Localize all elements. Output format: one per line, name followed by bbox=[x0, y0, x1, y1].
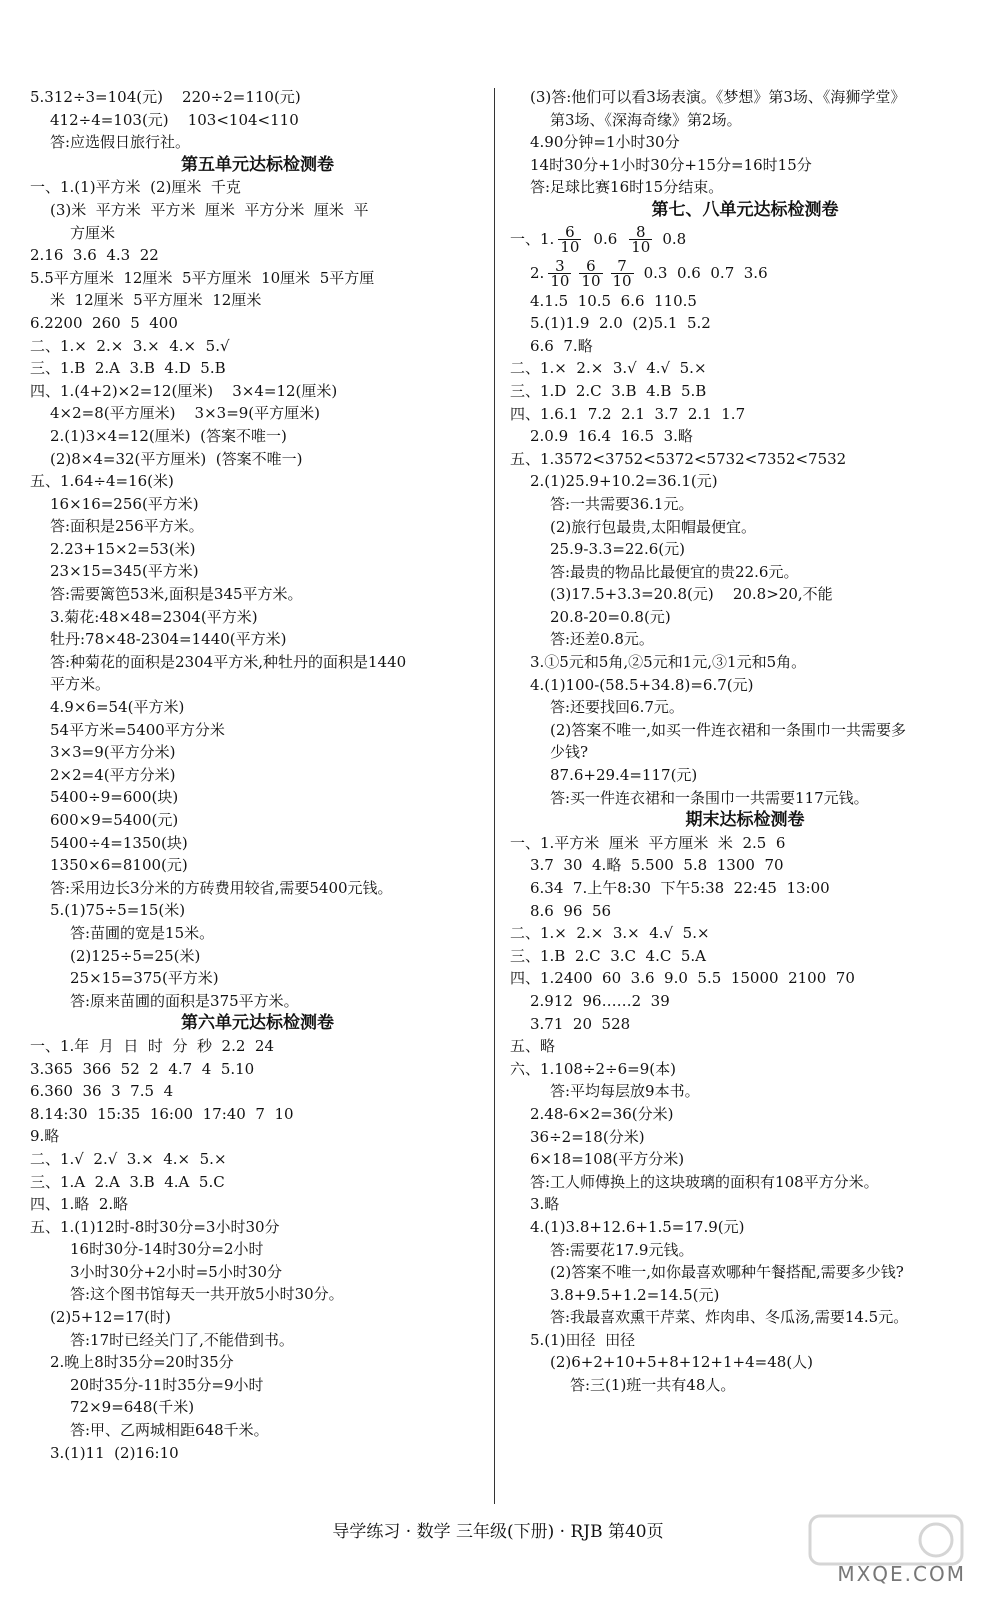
answer-line: 3.略 bbox=[530, 1195, 560, 1214]
answer-line: 二、1.× 2.× 3.√ 4.√ 5.× bbox=[510, 359, 707, 378]
fraction bbox=[579, 257, 602, 291]
fraction-denominator: 10 bbox=[550, 272, 570, 291]
answer-line: 6×18=108(平方分米) bbox=[530, 1150, 685, 1169]
answer-line: 25.9-3.3=22.6(元) bbox=[550, 540, 685, 559]
answer-line-fractions bbox=[510, 256, 980, 290]
answer-line: 四、1.略 2.略 bbox=[30, 1195, 129, 1214]
fraction-denominator: 10 bbox=[612, 272, 632, 291]
answer-line: 6.2200 260 5 400 bbox=[30, 313, 178, 332]
answer-line: 答:三(1)班一共有48人。 bbox=[570, 1376, 736, 1395]
answer-line: 二、1.√ 2.√ 3.× 4.× 5.× bbox=[30, 1149, 227, 1168]
answer-line: (2)答案不唯一,如你最喜欢哪种午餐搭配,需要多少钱? bbox=[550, 1263, 904, 1282]
answer-line: 4×2=8(平方厘米) 3×3=9(平方厘米) bbox=[50, 404, 321, 423]
answer-line: 600×9=5400(元) bbox=[50, 811, 179, 829]
answer-line: 6.6 7.略 bbox=[530, 336, 593, 355]
answer-line: 412÷4=103(元) 103<104<110 bbox=[50, 110, 299, 129]
answer-line: 三、1.A 2.A 3.B 4.A 5.C bbox=[30, 1172, 225, 1191]
answer-line: 2×2=4(平方分米) bbox=[50, 765, 176, 784]
answer-line: 少钱? bbox=[550, 743, 589, 762]
answer-line: 四、1.(4+2)×2=12(厘米) 3×4=12(厘米) bbox=[30, 381, 338, 400]
answer-line: 答:苗圃的宽是15米。 bbox=[70, 923, 215, 942]
answer-line: 平方米。 bbox=[50, 675, 111, 694]
answer-line: 四、1.2400 60 3.6 9.0 5.5 15000 2100 70 bbox=[510, 969, 855, 988]
answer-line: 5.312÷3=104(元) 220÷2=110(元) bbox=[30, 88, 301, 106]
answer-line: 米 12厘米 5平方厘米 12厘米 bbox=[50, 291, 262, 310]
answer-line: 二、1.× 2.× 3.× 4.× 5.√ bbox=[30, 336, 230, 355]
answer-value: 0.6 bbox=[593, 229, 618, 248]
answer-line: 3.(1)11 (2)16:10 bbox=[50, 1443, 179, 1462]
column-divider bbox=[494, 88, 495, 1504]
answer-line: 四、1.6.1 7.2 2.1 3.7 2.1 1.7 bbox=[510, 404, 746, 423]
fraction bbox=[629, 223, 652, 257]
fraction-denominator: 10 bbox=[631, 238, 651, 257]
answer-line: 20.8-20=0.8(元) bbox=[550, 607, 671, 626]
answer-line: 4.9×6=54(平方米) bbox=[50, 698, 185, 717]
fraction-numerator: 8 bbox=[629, 225, 652, 240]
answer-line: 答:种菊花的面积是2304平方米,种牡丹的面积是1440 bbox=[50, 652, 407, 671]
answer-line: 4.1.5 10.5 6.6 110.5 bbox=[530, 291, 697, 310]
answer-line: 一、1.(1)平方米 (2)厘米 千克 bbox=[30, 178, 241, 197]
answer-line: 16×16=256(平方米) bbox=[50, 494, 199, 513]
answer-line: 2.16 3.6 4.3 22 bbox=[30, 246, 159, 265]
answer-line: 六、1.108÷2÷6=9(本) bbox=[510, 1059, 676, 1078]
answer-line: 5.(1)1.9 2.0 (2)5.1 5.2 bbox=[530, 314, 711, 333]
answer-line: 五、1.(1)12时-8时30分=3小时30分 bbox=[30, 1217, 280, 1236]
item-number: 2. bbox=[530, 263, 545, 282]
answer-line: 牡丹:78×48-2304=1440(平方米) bbox=[50, 630, 287, 649]
answer-line: 三、1.D 2.C 3.B 4.B 5.B bbox=[510, 381, 707, 400]
answer-line: (2)125÷5=25(米) bbox=[70, 946, 201, 965]
answer-line: 一、1.年 月 日 时 分 秒 2.2 24 bbox=[30, 1036, 275, 1055]
answer-line: 答:我最喜欢熏干芹菜、炸肉串、冬瓜汤,需要14.5元。 bbox=[550, 1308, 909, 1327]
answer-line: 答:需要花17.9元钱。 bbox=[550, 1240, 694, 1259]
answer-line: 3.8+9.5+1.2=14.5(元) bbox=[550, 1285, 720, 1304]
answer-line: 方厘米 bbox=[70, 223, 116, 242]
answer-line: 答:一共需要36.1元。 bbox=[550, 494, 694, 513]
answer-line: 87.6+29.4=117(元) bbox=[550, 766, 698, 785]
answer-line: 6.34 7.上午8:30 下午5:38 22:45 13:00 bbox=[530, 879, 830, 897]
answer-line: 3小时30分+2小时=5小时30分 bbox=[70, 1262, 282, 1281]
answer-line: 3.①5元和5角,②5元和1元,③1元和5角。 bbox=[530, 653, 807, 672]
right-column bbox=[510, 86, 980, 1397]
answer-line: 1350×6=8100(元) bbox=[50, 856, 188, 875]
answer-line-fractions bbox=[510, 222, 980, 256]
answer-line: 第3场、《深海奇缘》第2场。 bbox=[550, 110, 742, 129]
answer-line: 三、1.B 2.A 3.B 4.D 5.B bbox=[30, 359, 226, 378]
answer-line: 答:买一件连衣裙和一条围巾一共需要117元钱。 bbox=[550, 788, 869, 807]
answer-line: (3)米 平方米 平方米 厘米 平方分米 厘米 平 bbox=[50, 200, 369, 219]
answer-value: 0.3 0.6 0.7 3.6 bbox=[643, 263, 768, 282]
answer-line: 4.(1)3.8+12.6+1.5=17.9(元) bbox=[530, 1217, 745, 1236]
fraction-numerator: 6 bbox=[558, 225, 581, 240]
answer-line: 一、1.平方米 厘米 平方厘米 米 2.5 6 bbox=[510, 833, 786, 852]
answer-line: 答:应选假日旅行社。 bbox=[50, 133, 191, 152]
answer-line: 5.(1)75÷5=15(米) bbox=[50, 901, 186, 920]
answer-line: 5.(1)田径 田径 bbox=[530, 1330, 636, 1349]
answer-line: 14时30分+1小时30分+15分=16时15分 bbox=[530, 155, 812, 174]
answer-line: 5.5平方厘米 12厘米 5平方厘米 10厘米 5平方厘 bbox=[30, 268, 375, 287]
answer-line: 3×3=9(平方分米) bbox=[50, 743, 176, 762]
answer-line: 答:这个图书馆每天一共开放5小时30分。 bbox=[70, 1285, 344, 1304]
answer-line: 2.912 96……2 39 bbox=[530, 991, 670, 1010]
answer-line: (2)6+2+10+5+8+12+1+4=48(人) bbox=[550, 1353, 814, 1372]
answer-line: (2)旅行包最贵,太阳帽最便宜。 bbox=[550, 517, 757, 536]
answer-line: 答:甲、乙两城相距648千米。 bbox=[70, 1421, 269, 1440]
fraction bbox=[611, 257, 634, 291]
answer-line: 2.(1)25.9+10.2=36.1(元) bbox=[530, 472, 718, 491]
fraction-denominator: 10 bbox=[581, 272, 601, 291]
answer-line: 2.晚上8时35分=20时35分 bbox=[50, 1353, 234, 1372]
answer-line: 23×15=345(平方米) bbox=[50, 562, 199, 581]
answer-line: 答:原来苗圃的面积是375平方米。 bbox=[70, 991, 299, 1010]
answer-line: 2.48-6×2=36(分米) bbox=[530, 1104, 674, 1123]
answer-line: 3.菊花:48×48=2304(平方米) bbox=[50, 607, 258, 626]
answer-line: 二、1.× 2.× 3.× 4.√ 5.× bbox=[510, 924, 710, 943]
fraction bbox=[558, 223, 581, 257]
answer-line: 答:平均每层放9本书。 bbox=[550, 1082, 700, 1101]
answer-line: 3.365 366 52 2 4.7 4 5.10 bbox=[30, 1059, 255, 1078]
section-heading: 期末达标检测卷 bbox=[685, 810, 805, 831]
answer-line: 答:还差0.8元。 bbox=[550, 630, 654, 649]
answer-line: 6.360 36 3 7.5 4 bbox=[30, 1082, 174, 1101]
answer-line: 5400÷4=1350(块) bbox=[50, 833, 188, 852]
answer-line: 4.90分钟=1小时30分 bbox=[530, 133, 680, 152]
answer-line: 2.(1)3×4=12(厘米) (答案不唯一) bbox=[50, 426, 287, 445]
answer-line: 五、略 bbox=[510, 1037, 556, 1056]
answer-line: 答:采用边长3分米的方砖费用较省,需要5400元钱。 bbox=[50, 878, 393, 897]
answer-line: 8.14:30 15:35 16:00 17:40 7 10 bbox=[30, 1104, 294, 1123]
answer-line: 五、1.3572<3752<5372<5732<7352<7532 bbox=[510, 449, 847, 468]
answer-line: 答:最贵的物品比最便宜的贵22.6元。 bbox=[550, 562, 799, 581]
answer-line: 8.6 96 56 bbox=[530, 901, 612, 920]
left-column bbox=[30, 86, 485, 1464]
answer-line: 答:还要找回6.7元。 bbox=[550, 698, 684, 717]
answer-line: 36÷2=18(分米) bbox=[530, 1127, 645, 1146]
fraction-numerator: 3 bbox=[548, 259, 571, 274]
answer-line: 答:面积是256平方米。 bbox=[50, 517, 204, 536]
section-heading: 第七、八单元达标检测卷 bbox=[651, 199, 839, 220]
page-footer: 导学练习 · 数学 三年级(下册) · RJB 第40页 bbox=[332, 1522, 664, 1542]
item-number: 一、1. bbox=[510, 229, 555, 248]
fraction-denominator: 10 bbox=[560, 238, 580, 257]
answer-line: (2)答案不唯一,如买一件连衣裙和一条围巾一共需要多 bbox=[550, 720, 907, 739]
watermark-text: MXQE.COM bbox=[837, 1562, 966, 1586]
fraction-numerator: 6 bbox=[579, 259, 602, 274]
answer-line: 答:足球比赛16时15分结束。 bbox=[530, 178, 724, 197]
answer-line: 9.略 bbox=[30, 1127, 60, 1146]
answer-line: 五、1.64÷4=16(米) bbox=[30, 472, 174, 491]
answer-line: (3)17.5+3.3=20.8(元) 20.8>20,不能 bbox=[550, 585, 833, 604]
answer-line: 16时30分-14时30分=2小时 bbox=[70, 1240, 264, 1259]
answer-line: (2)8×4=32(平方厘米) (答案不唯一) bbox=[50, 449, 303, 468]
answer-line: 54平方米=5400平方分米 bbox=[50, 720, 225, 739]
answer-line: 2.23+15×2=53(米) bbox=[50, 539, 196, 558]
answer-line: 3.7 30 4.略 5.500 5.8 1300 70 bbox=[530, 856, 784, 875]
answer-line: 答:17时已经关门了,不能借到书。 bbox=[70, 1330, 294, 1349]
section-heading: 第六单元达标检测卷 bbox=[181, 1013, 334, 1034]
answer-line: 5400÷9=600(块) bbox=[50, 788, 179, 807]
answer-line: (3)答:他们可以看3场表演。《梦想》第3场、《海狮学堂》 bbox=[530, 88, 906, 106]
answer-line: 三、1.B 2.C 3.C 4.C 5.A bbox=[510, 946, 706, 965]
answer-line: 4.(1)100-(58.5+34.8)=6.7(元) bbox=[530, 675, 754, 694]
fraction bbox=[548, 257, 571, 291]
answer-line: 2.0.9 16.4 16.5 3.略 bbox=[530, 427, 693, 446]
fraction-numerator: 7 bbox=[611, 259, 634, 274]
answer-line: 答:工人师傅换上的这块玻璃的面积有108平方分米。 bbox=[530, 1172, 879, 1191]
section-heading: 第五单元达标检测卷 bbox=[181, 154, 334, 175]
answer-line: 72×9=648(千米) bbox=[70, 1398, 195, 1417]
answer-line: (2)5+12=17(时) bbox=[50, 1308, 171, 1327]
answer-line: 25×15=375(平方米) bbox=[70, 969, 219, 988]
answer-line: 3.71 20 528 bbox=[530, 1014, 631, 1033]
answer-value: 0.8 bbox=[662, 229, 687, 248]
answer-line: 20时35分-11时35分=9小时 bbox=[70, 1375, 264, 1394]
answer-line: 答:需要篱笆53米,面积是345平方米。 bbox=[50, 585, 303, 604]
